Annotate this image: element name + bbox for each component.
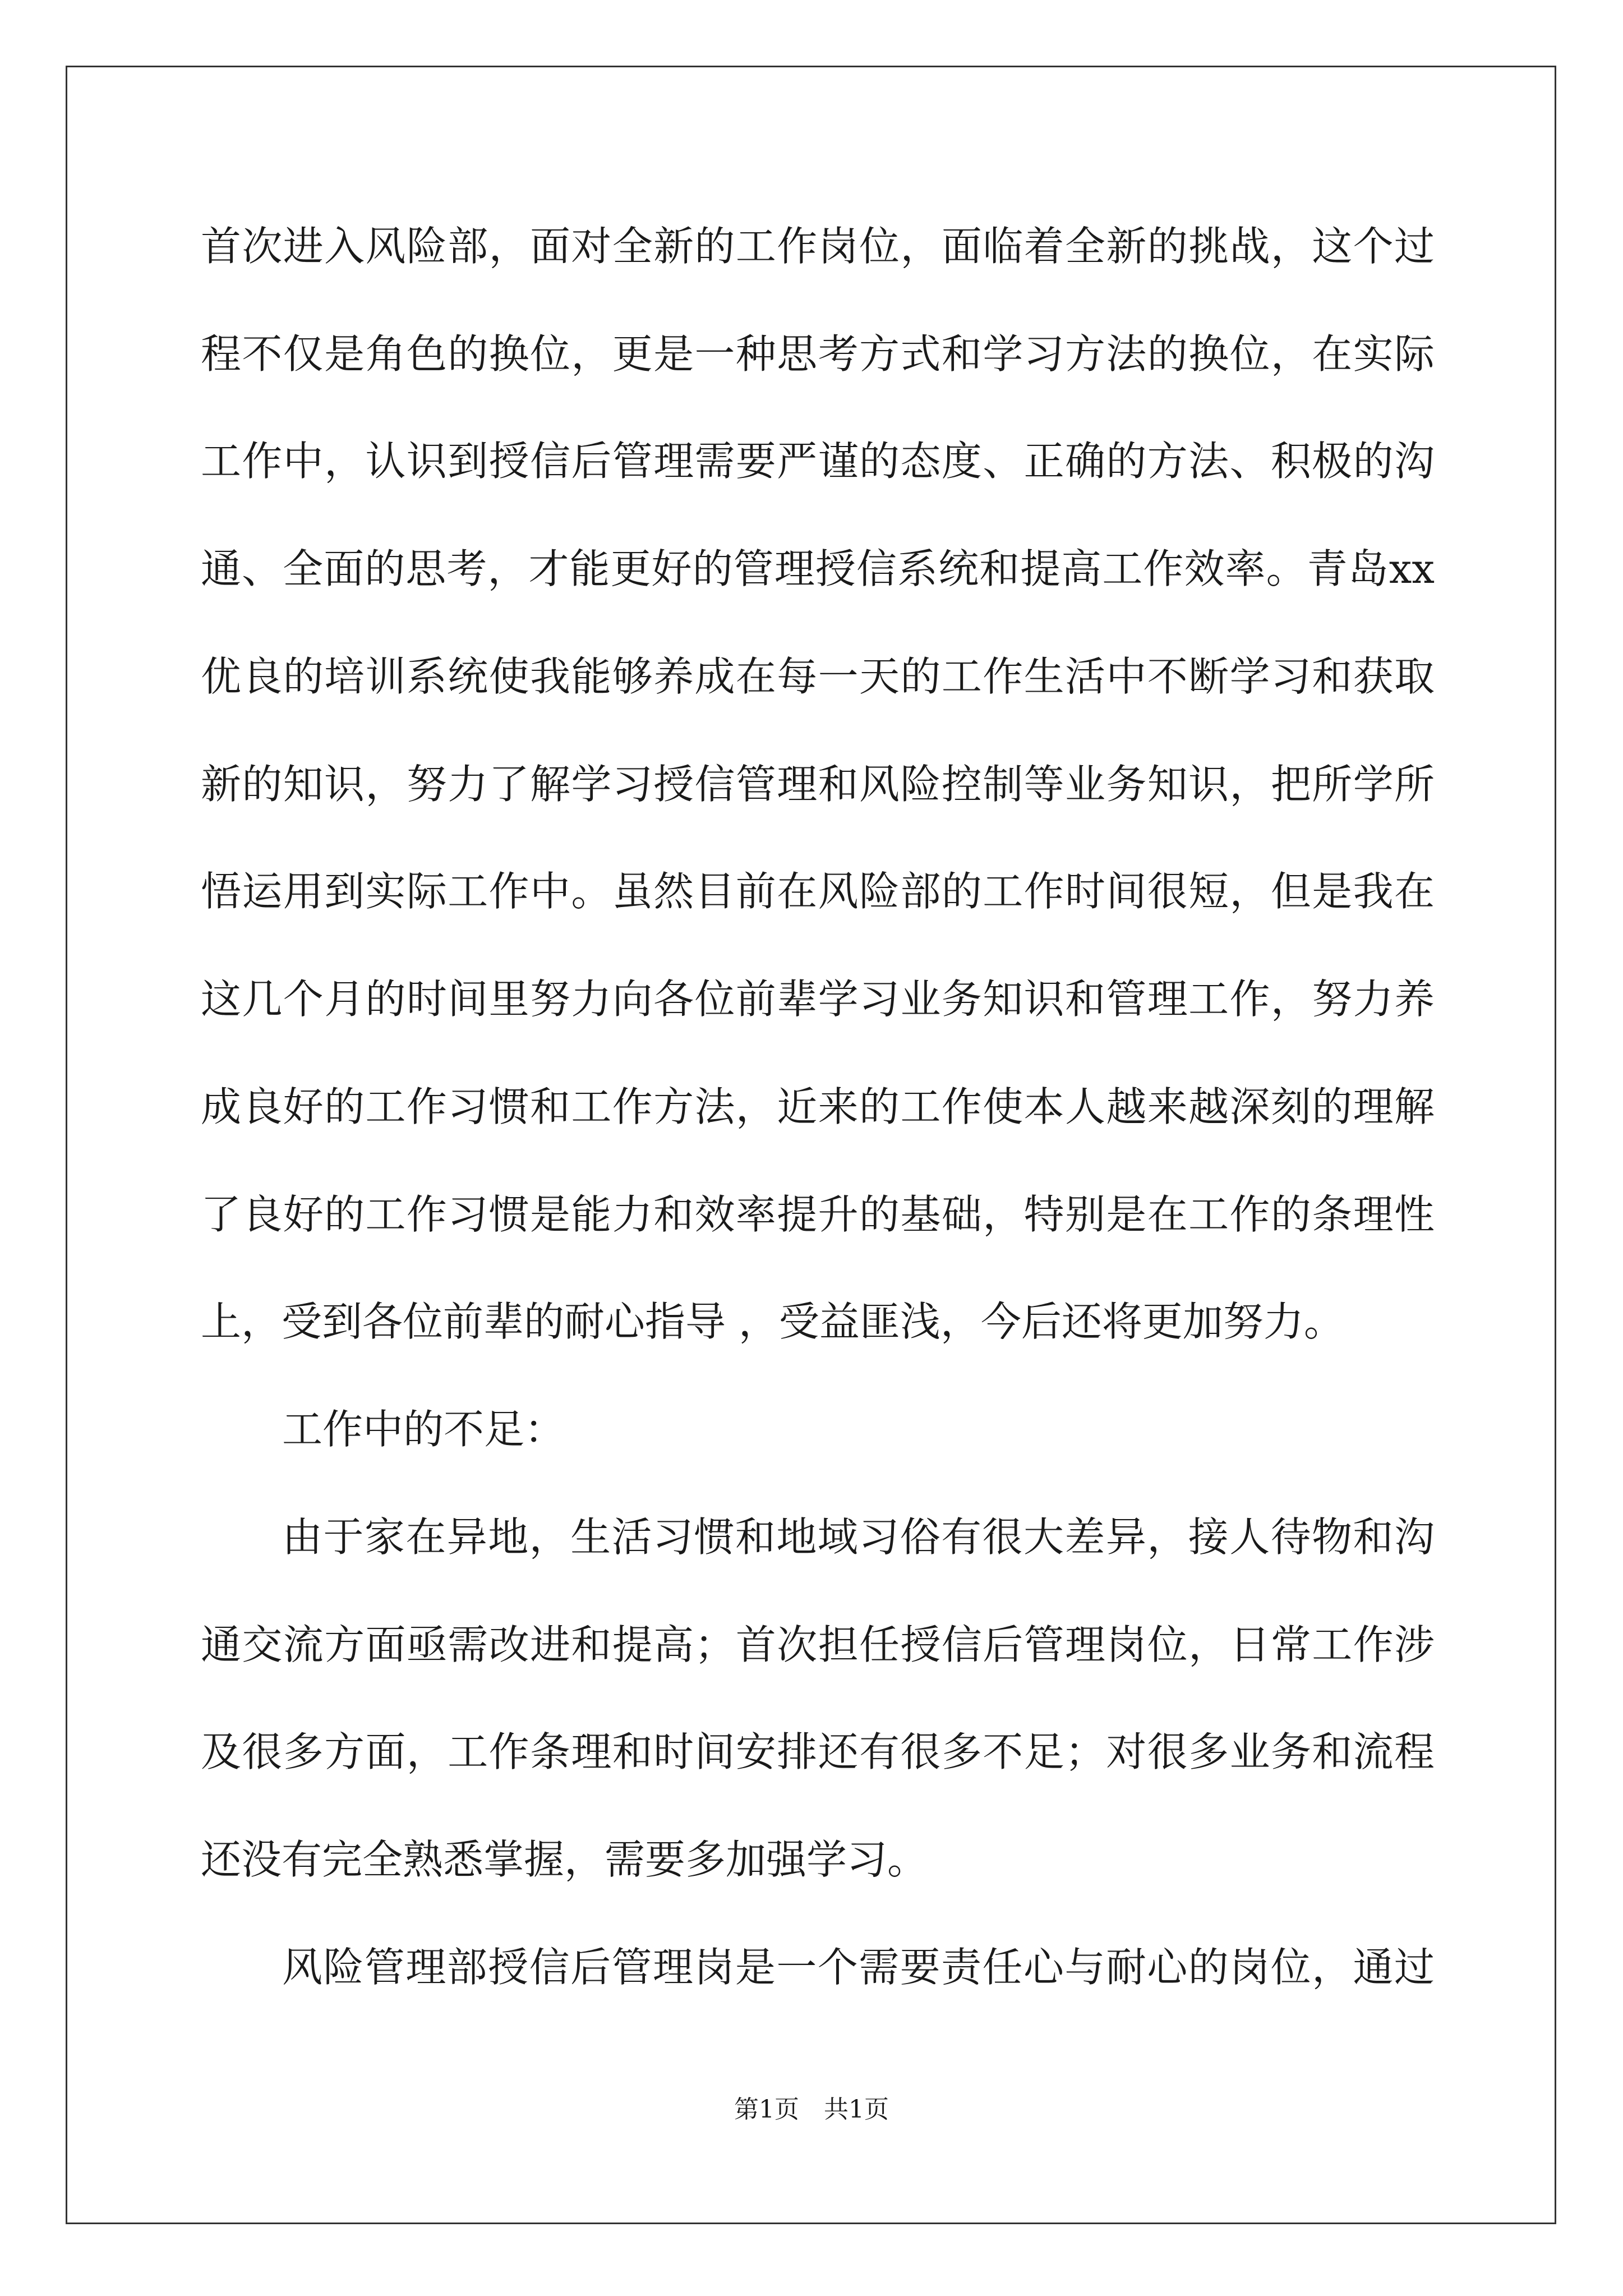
paragraph-line: 还没有完全熟悉掌握，需要多加强学习。 (201, 1836, 928, 1883)
paragraph-line: 由于家在异地，生活习惯和地域习俗有很大差异，接人待物和沟 (282, 1513, 1435, 1561)
paragraph-line: 风险管理部授信后管理岗是一个需要责任心与耐心的岗位，通过 (282, 1944, 1435, 1991)
paragraph-line: 这几个月的时间里努力向各位前辈学习业务知识和管理工作，努力养 (201, 976, 1435, 1023)
paragraph-line: 程不仅是角色的换位，更是一种思考方式和学习方法的换位，在实际 (201, 330, 1435, 378)
paragraph-line: 通交流方面亟需改进和提高；首次担任授信后管理岗位，日常工作涉 (201, 1621, 1435, 1668)
paragraph-line: 及很多方面，工作条理和时间安排还有很多不足；对很多业务和流程 (201, 1728, 1435, 1775)
page-number-footer: 第1页 共1页 (734, 2095, 889, 2124)
section-heading: 工作中的不足： (282, 1406, 565, 1453)
paragraph-line: 了良好的工作习惯是能力和效率提升的基础，特别是在工作的条理性 (201, 1191, 1435, 1238)
paragraph-line: 工作中，认识到授信后管理需要严谨的态度、正确的方法、积极的沟 (201, 438, 1435, 485)
paragraph-line: 成良好的工作习惯和工作方法，近来的工作使本人越来越深刻的理解 (201, 1083, 1435, 1130)
paragraph-line: 通、全面的思考，才能更好的管理授信系统和提高工作效率。青岛xx (201, 545, 1435, 592)
paragraph-line: 优良的培训系统使我能够养成在每一天的工作生活中不断学习和获取 (201, 653, 1435, 700)
paragraph-line: 首次进入风险部，面对全新的工作岗位，面临着全新的挑战，这个过 (201, 223, 1435, 270)
paragraph-line: 新的知识，努力了解学习授信管理和风险控制等业务知识，把所学所 (201, 761, 1435, 808)
paragraph-line: 上，受到各位前辈的耐心指导 ，受益匪浅，今后还将更加努力。 (201, 1298, 1344, 1345)
paragraph-line: 悟运用到实际工作中。虽然目前在风险部的工作时间很短，但是我在 (201, 868, 1435, 915)
page-border (66, 66, 1556, 2224)
